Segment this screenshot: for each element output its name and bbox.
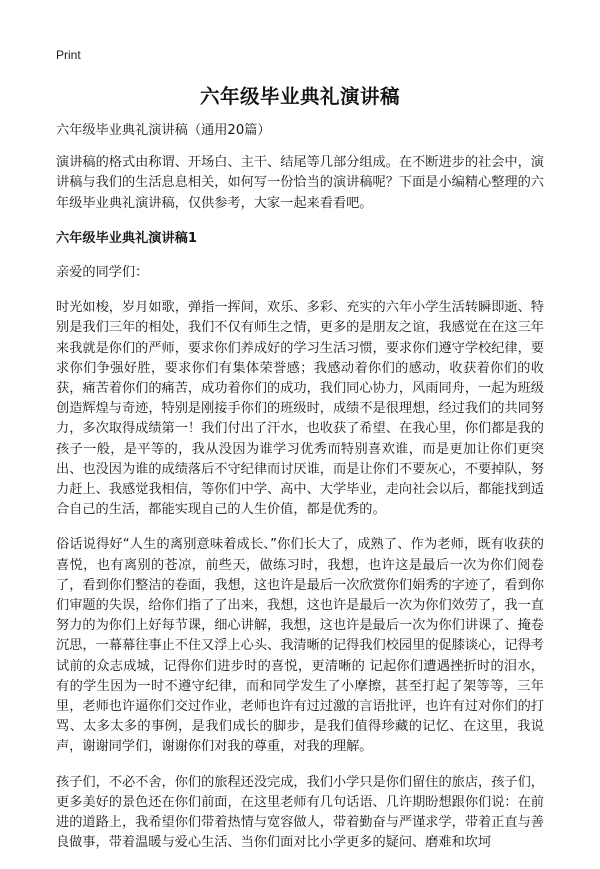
intro-paragraph: 演讲稿的格式由称谓、开场白、主干、结尾等几部分组成。在不断进步的社会中，演讲稿与我们的生活息息相关，如何写一份恰当的演讲稿呢？下面是小编精心整理的六年级毕业典礼演讲稿，仅供参考，大家一起来看看吧。 xyxy=(56,155,544,211)
article-subtitle: 六年级毕业典礼演讲稿（通用20篇） xyxy=(56,123,271,138)
body-paragraph-3: 孩子们，不必不舍，你们的旅程还没完成，我们小学只是你们留住的旅店，孩子们，更多美好的景色还在你们前面，在这里老师有几句话语、几许期盼想跟你们说：在前进的道路上，我希望你们带着热情与宽容做人，带着勤奋与严谨求学，带着正直与善良做事，带着温暖与爱心生活、当你们面对比小学更多的疑问、磨难和坎坷 xyxy=(56,774,544,851)
print-link[interactable]: Print xyxy=(56,48,81,62)
article-body xyxy=(56,121,544,869)
section-heading: 六年级毕业典礼演讲稿1 xyxy=(56,230,198,246)
body-paragraph-1: 时光如梭，岁月如歌，弹指一挥间，欢乐、多彩、充实的六年小学生活转瞬即逝、特别是我们三年的相处，我们不仅有师生之情，更多的是朋友之谊，我感觉在在这三年来我就是你们的严师，要求你们养成好的学习生活习惯，要求你们遵守学校纪律，要求你们争强好胜，要求你们有集体荣誉感；我感动着你们的感动，收获着你们的收获，痛苦着你们的痛苦，成功着你们的成功，我们同心协力，风雨同舟，一起为班级创造辉煌与奇迹，特别是刚接手你们的班级时，成绩不是很理想，经过我们的共同努力，多次取得成绩第一！我们付出了汗水，也收获了希望、在我心里，你们都是我的孩子一般，是平等的，我从没因为谁学习优秀而特别喜欢谁，而是更加让你们更突出、也没因为谁的成绩落后不守纪律而讨厌谁，而是让你们不要灰心，不要掉队，努力赶上、我感觉我相信，等你们中学、高中、大学毕业，走向社会以后，都能找到适合自己的生活，都能实现自己的人生价值，都是优秀的。 xyxy=(56,300,544,518)
page-title: 六年级毕业典礼演讲稿 xyxy=(199,85,400,108)
salutation: 亲爱的同学们： xyxy=(56,265,149,281)
body-paragraph-2: 俗话说得好“人生的离别意味着成长、”你们长大了，成熟了、作为老师，既有收获的喜悦，也有离别的苍凉，前些天，做练习时，我想，也许这是最后一次为你们阅卷了，看到你们整洁的卷面，我想，这也许是最后一次欣赏你们娟秀的字迹了，看到你们审题的失误，给你们指了了出来，我想，这也许是最后一次为你们效劳了，我一直努力的为你们上好每节课，细心讲解，我想，这也许是最后一次为你们讲课了、掩卷沉思，一幕幕往事止不住又浮上心头、我清晰的记得我们校园里的促膝谈心，记得考试前的众志成城，记得你们进步时的喜悦，更清晰的 记起你们遭遇挫折时的泪水，有的学生因为一时不遵守纪律，而和同学发生了小摩擦，甚至打起了架等等，三年里，老师也许逼你们交过作业，老师也许有过过激的言语批评，也许有过对你们的打骂、太多太多的事例，是我们成长的脚步，是我们值得珍藏的记忆、在这里，我说声，谢谢同学们，谢谢你们对我的尊重，对我的理解。 xyxy=(56,537,544,755)
